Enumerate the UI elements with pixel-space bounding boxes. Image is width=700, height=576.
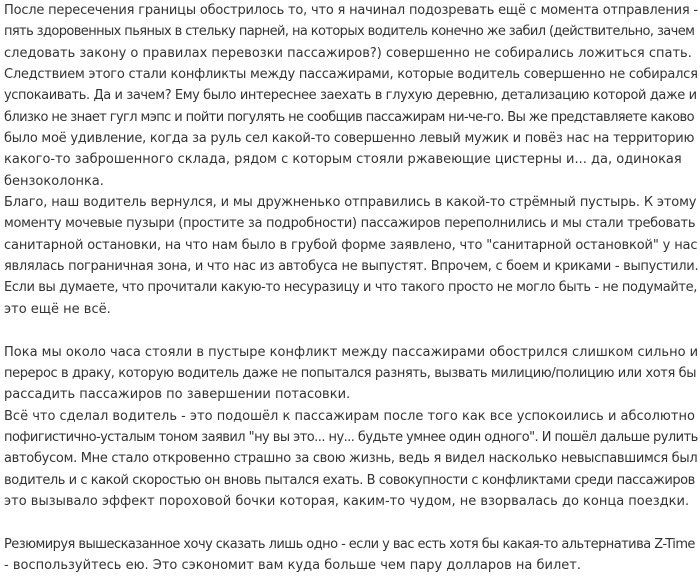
text-line: Пока мы около часа стояли в пустыре конфликт между пассажирами обострился слишком сильно и bbox=[4, 344, 699, 360]
text-line: являлась пограничная зона, и что нас из автобуса не выпустят. Впрочем, с боем и криками - выпустили. bbox=[4, 259, 699, 275]
text-line: водитель и с какой скоростью он вновь пытался ехать. В совокупности с конфликтами среди пассажиров bbox=[4, 472, 695, 488]
text-line: было моё удивление, когда за руль сел какой-то совершенно левый мужик и повёз нас на территорию bbox=[4, 131, 695, 147]
text-line: бензоколонка. bbox=[4, 173, 104, 189]
text-line: близко не знает гугл мэпс и пойти погулять не сообщив пассажирам ни-че-го. Вы же представляете каково bbox=[4, 109, 694, 125]
paragraph-spacer bbox=[4, 320, 698, 341]
text-line: Следствием этого стали конфликты между пассажирами, которые водитель совершенно не собирался bbox=[4, 67, 698, 83]
text-line: рассадить пассажиров по завершении потасовки. bbox=[4, 387, 351, 403]
paragraph-fight bbox=[4, 342, 698, 513]
text-line: Всё что сделал водитель - это подошёл к пассажирам после того как все успокоились и абсолютно bbox=[4, 408, 695, 424]
article-text bbox=[4, 0, 698, 576]
text-line: Если вы думаете, что прочитали какую-то несуразицу и что такого просто не могло быть - не подумайте, bbox=[4, 280, 697, 296]
text-line: пофигистично-усталым тоном заявил "ну вы это... ну... будьте умнее один одного". И пошёл дальше рулить bbox=[4, 429, 698, 445]
text-line: это ещё не всё. bbox=[4, 301, 111, 317]
text-line: Благо, наш водитель вернулся, и мы дружненько отправились в какой-то стрёмный пустырь. К этому bbox=[4, 195, 697, 211]
text-line: перерос в драку, которую водитель даже не попытался разнять, вызвать милицию/полицию или хотя бы bbox=[4, 365, 697, 381]
paragraph-border-conflict bbox=[4, 0, 698, 320]
text-line: следовать закону о правилах перевозки пассажиров?) совершенно не собирались ложиться спать. bbox=[4, 45, 692, 61]
text-line: какого-то заброшенного склада, рядом с которым стояли ржавеющие цистерны и... да, одинокая bbox=[4, 152, 682, 168]
text-line: Резюмируя вышесказанное хочу сказать лишь одно - если у вас есть хотя бы какая-то альтернатива Z-Time bbox=[4, 536, 695, 552]
paragraph-spacer bbox=[4, 512, 698, 533]
text-line: успокаивать. Да и зачем? Ему было интереснее заехать в глухую деревню, детализацию которой даже и bbox=[4, 88, 697, 104]
text-line: пять здоровенных пьяных в стельку парней, на которых водитель конечно же забил (действительно, зачем bbox=[4, 24, 695, 40]
text-line: это вызывало эффект пороховой бочки которая, каким-то чудом, не взорвалась до конца поездки. bbox=[4, 493, 690, 509]
text-line: моменту мочевые пузыри (простите за подробности) пассажиров переполнились и мы стали требовать bbox=[4, 216, 696, 232]
text-line: - воспользуйтесь ею. Это сэкономит вам куда больше чем пару долларов на билет. bbox=[4, 557, 581, 573]
text-line: санитарной остановки, на что нам было в грубой форме заявлено, что "санитарной остановкой" у нас bbox=[4, 237, 698, 253]
text-line: автобусом. Мне стало откровенно страшно за свою жизнь, ведь я видел насколько невыспавшимся был bbox=[4, 451, 698, 467]
text-line: После пересечения границы обострилось то, что я начинал подозревать ещё с момента отправления - bbox=[4, 3, 698, 18]
